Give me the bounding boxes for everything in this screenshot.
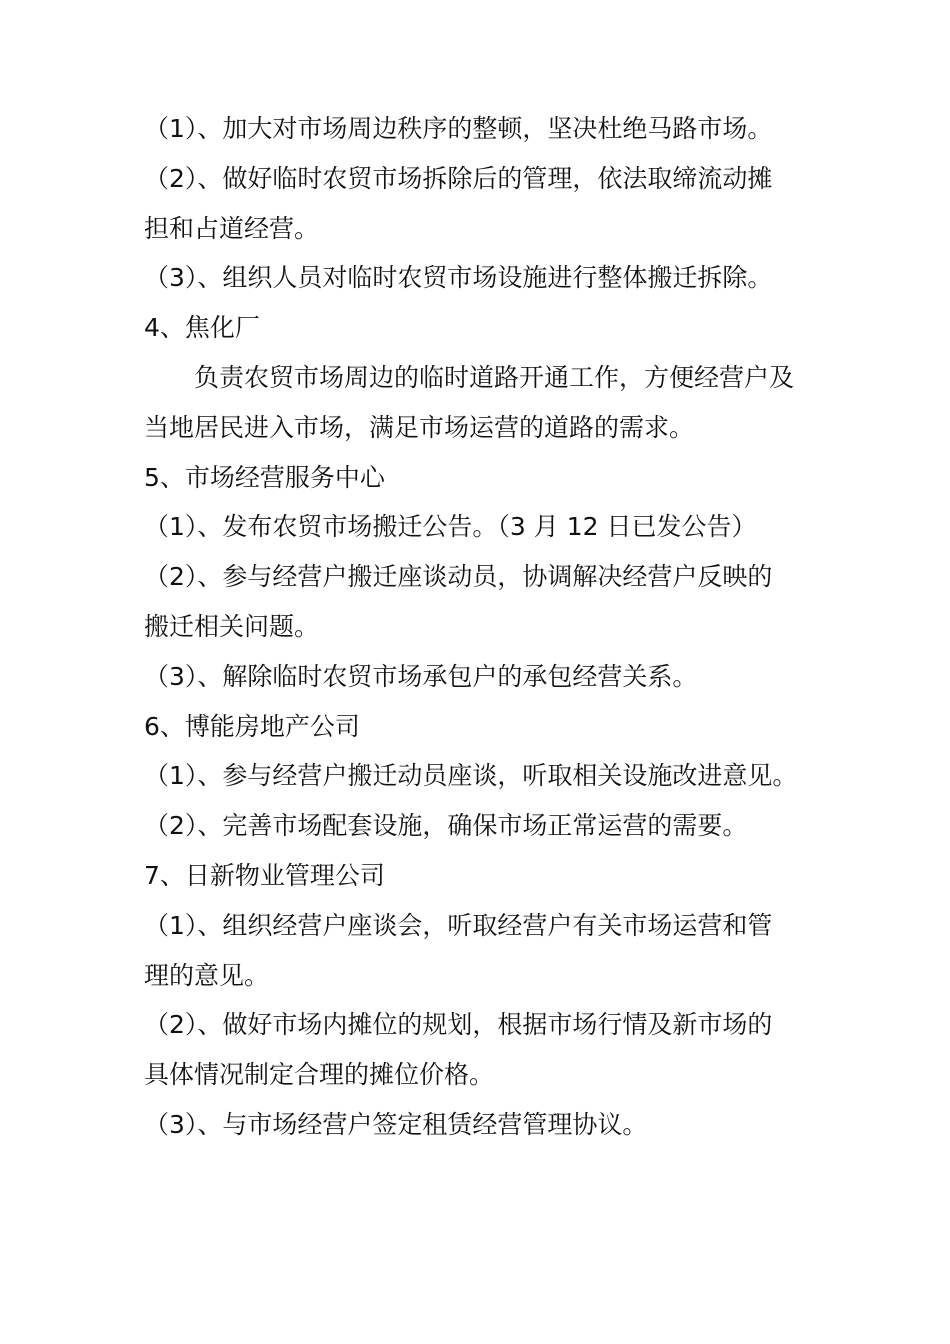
text-line: 具体情况制定合理的摊位价格。 <box>144 1060 495 1090</box>
document-body <box>144 104 824 1150</box>
text-line: （2）、做好临时农贸市场拆除后的管理，依法取缔流动摊 <box>144 163 773 193</box>
text-line: （1）、组织经营户座谈会，听取经营户有关市场运营和管 <box>144 910 773 940</box>
section-heading: 5、市场经营服务中心 <box>144 462 385 492</box>
text-line: 当地居民进入市场，满足市场运营的道路的需求。 <box>144 412 695 442</box>
section-heading: 6、博能房地产公司 <box>144 711 360 741</box>
text-line: （2）、做好市场内摊位的规划，根据市场行情及新市场的 <box>144 1010 773 1040</box>
text-line: 负责农贸市场周边的临时道路开通工作，方便经营户及 <box>194 362 795 392</box>
section-heading: 4、焦化厂 <box>144 313 260 343</box>
text-line: （3）、与市场经营户签定租赁经营管理协议。 <box>144 1109 648 1139</box>
text-line: （2）、完善市场配套设施，确保市场正常运营的需要。 <box>144 811 748 841</box>
text-line: （1）、加大对市场周边秩序的整顿，坚决杜绝马路市场。 <box>144 114 773 143</box>
text-line: （3）、组织人员对临时农贸市场设施进行整体搬迁拆除。 <box>144 263 773 293</box>
text-line: 理的意见。 <box>144 960 270 990</box>
section-heading: 7、日新物业管理公司 <box>144 860 385 890</box>
text-line: （3）、解除临时农贸市场承包户的承包经营关系。 <box>144 661 698 691</box>
text-line: （2）、参与经营户搬迁座谈动员，协调解决经营户反映的 <box>144 562 773 592</box>
text-line: （1）、发布农贸市场搬迁公告。（3 月 12 日已发公告） <box>144 512 757 542</box>
text-line: 担和占道经营。 <box>144 213 320 243</box>
text-line: 搬迁相关问题。 <box>144 611 320 641</box>
text-line: （1）、参与经营户搬迁动员座谈，听取相关设施改进意见。 <box>144 761 798 791</box>
